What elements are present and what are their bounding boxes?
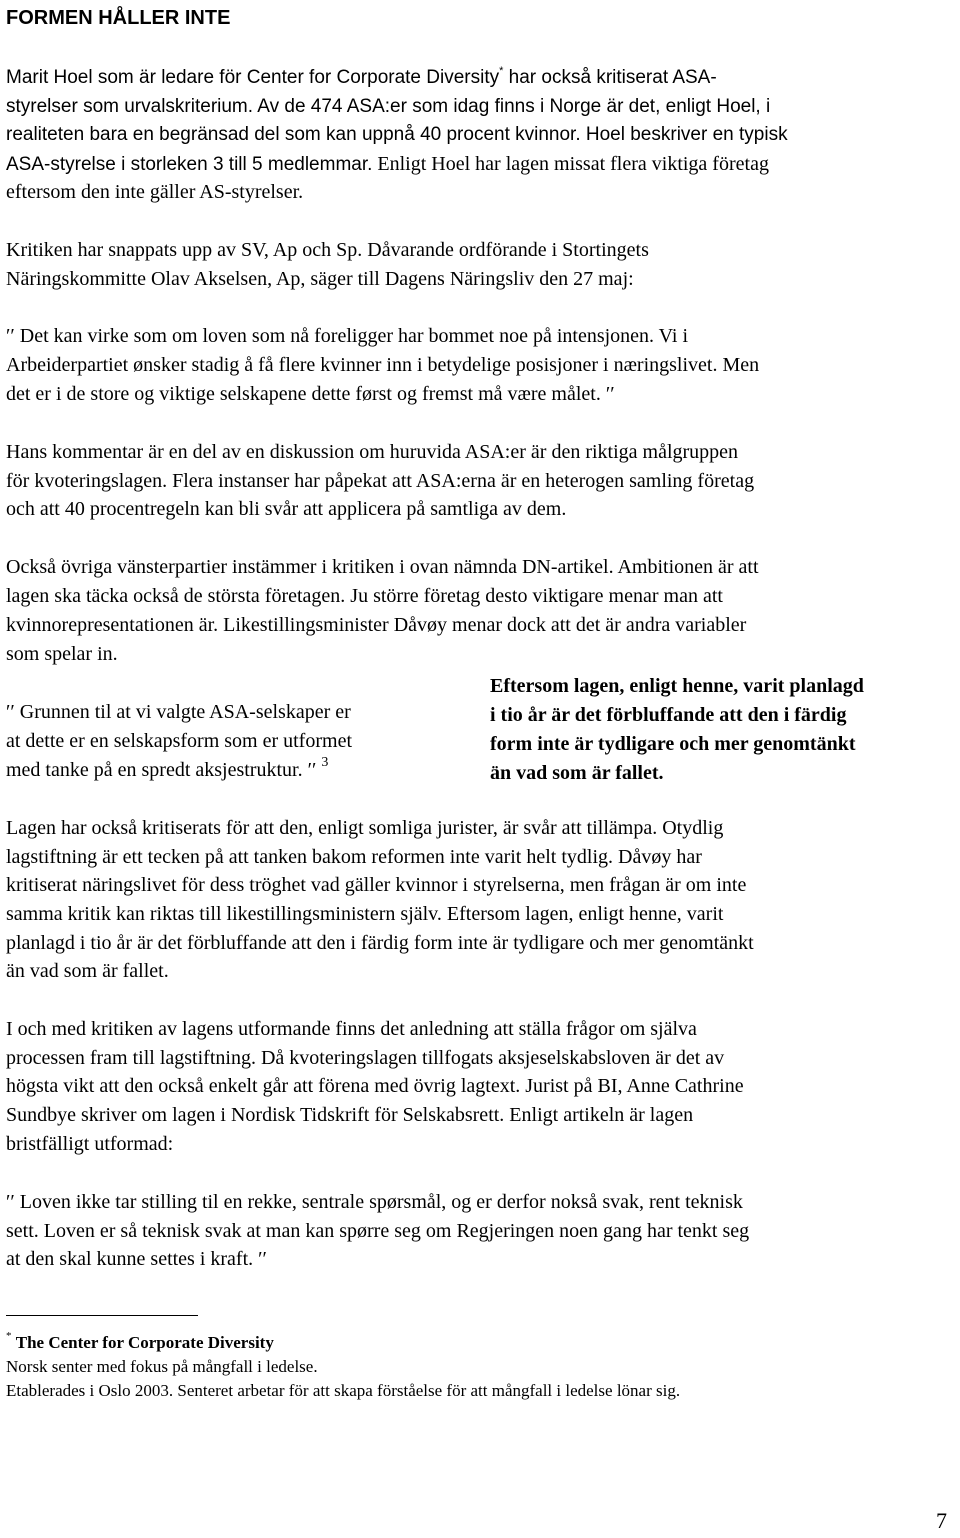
quote-3-line-2: sett. Loven er så teknisk svak at man kan spørre seg om Regjeringen noen gang har tenkt seg xyxy=(6,1220,750,1242)
paragraph-1-line-3: realiteten bara en begränsad del som kan uppnå 40 procent kvinnor. Hoel beskriver en typisk xyxy=(6,124,788,145)
text-run: det er i de store og viktige selskapene dette først og fremst må være målet. xyxy=(6,383,601,405)
quote-close-mark: ′′ xyxy=(253,1248,267,1270)
pull-quote-line-2: i tio år är det förbluffande att den i färdig xyxy=(490,704,847,726)
text-run: Vi i xyxy=(654,325,689,347)
text-run: Enligt Hoel har lagen missat flera viktiga företag xyxy=(372,153,769,175)
quote-2-line-3 xyxy=(6,756,328,784)
text-run: Arbeiderpartiet ønsker stadig å få flere kvinner inn i betydelige posisjoner i næringslivet. xyxy=(6,354,718,376)
paragraph-1-line-2: styrelser som urvalskriterium. Av de 474 ASA:er som idag finns i Norge är det, enligt Hoel, i xyxy=(6,96,771,117)
pull-quote-line-3: form inte är tydligare och mer genomtänkt xyxy=(490,733,856,755)
paragraph-4-line-1: Också övriga vänsterpartier instämmer i kritiken i ovan nämnda DN-artikel. Ambitionen är att xyxy=(6,556,759,578)
paragraph-6-line-2: processen fram till lagstiftning. Då kvoteringslagen tillfogats aksjeselskabsloven är det av xyxy=(6,1047,725,1069)
footnote-marker: * xyxy=(6,1330,12,1342)
paragraph-5-line-1: Lagen har också kritiserats för att den, enligt somliga jurister, är svår att tillämpa. Otydlig xyxy=(6,817,724,839)
paragraph-6-line-5: bristfälligt utformad: xyxy=(6,1133,174,1155)
text-run: med tanke på en spredt aksjestruktur. xyxy=(6,759,303,781)
paragraph-4-line-2: lagen ska täcka också de största företagen. Ju större företag desto viktigare menar man att xyxy=(6,585,723,607)
text-run: Grunnen til at vi valgte ASA-selskaper er xyxy=(19,701,351,723)
paragraph-3-line-1: Hans kommentar är en del av en diskussion om huruvida ASA:er är den riktiga målgruppen xyxy=(6,441,739,463)
text-run: Dåvarande ordförande i Stortingets xyxy=(362,239,649,261)
paragraph-2-line-1 xyxy=(6,236,649,264)
text-run: Men xyxy=(717,354,760,376)
pull-quote-line-1: Eftersom lagen, enligt henne, varit planlagd xyxy=(490,675,864,697)
footnote-line-2: Norsk senter med fokus på mångfall i ledelse. xyxy=(6,1357,318,1376)
paragraph-4-line-4: som spelar in. xyxy=(6,643,118,665)
quote-1-line-3 xyxy=(6,380,615,408)
paragraph-5-line-6: än vad som är fallet. xyxy=(6,960,169,982)
paragraph-5-line-3: kritiserat näringslivet för dess tröghet vad gäller kvinnor i styrelserna, men frågan är om inte xyxy=(6,874,747,896)
paragraph-6-line-1: I och med kritiken av lagens utformande finns det anledning att ställa frågor om själva xyxy=(6,1018,697,1040)
paragraph-6-line-3: högsta vikt att den också enkelt går att förena med övrig lagtext. Jurist på BI, Anne Cathrine xyxy=(6,1075,744,1097)
quote-3-line-1 xyxy=(6,1188,743,1216)
paragraph-1-line-4 xyxy=(6,150,769,179)
text-run: Kritiken har snappats upp av SV, Ap och Sp. xyxy=(6,239,363,261)
quote-1-line-1 xyxy=(6,322,688,350)
paragraph-3-line-2: för kvoteringslagen. Flera instanser har påpekat att ASA:erna är en heterogen samling företag xyxy=(6,470,755,492)
quote-2-line-2: at dette er en selskapsform som er utformet xyxy=(6,730,352,752)
quote-1-line-2 xyxy=(6,351,759,379)
paragraph-1-line-5: eftersom den inte gäller AS-styrelser. xyxy=(6,181,304,203)
paragraph-2-line-2: Näringskommitte Olav Akselsen, Ap, säger till Dagens Näringsliv den 27 maj: xyxy=(6,268,634,290)
section-heading: FORMEN HÅLLER INTE xyxy=(6,7,231,29)
quote-2-line-1 xyxy=(6,698,351,726)
paragraph-5-line-4: samma kritik kan riktas till likestillingsministern själv. Eftersom lagen, enligt henne, varit xyxy=(6,903,724,925)
text-run: har också kritiserat ASA- xyxy=(503,67,717,88)
quote-open-mark: ′′ xyxy=(6,1191,20,1213)
paragraph-4-line-3: kvinnorepresentationen är. Likestillingsminister Dåvøy menar dock att det är andra variabler xyxy=(6,614,747,636)
quote-close-mark: ′′ xyxy=(600,383,615,405)
paragraph-5-line-2: lagstiftning är ett tecken på att tanken bakom reformen inte varit helt tydlig. Dåvøy har xyxy=(6,846,702,868)
text-run: Marit Hoel som är ledare för Center for Corporate Diversity xyxy=(6,67,500,88)
footnote-reference: 3 xyxy=(321,755,329,770)
footnote-separator xyxy=(6,1315,198,1316)
footnote-title-line xyxy=(6,1332,274,1354)
quote-open-mark: ′′ xyxy=(6,701,20,723)
page-number: 7 xyxy=(936,1508,947,1533)
quote-3-line-3 xyxy=(6,1245,267,1273)
paragraph-5-line-5: planlagd i tio år är det förbluffande att den i färdig form inte är tydligare och mer genomtänkt xyxy=(6,932,754,954)
paragraph-3-line-3: och att 40 procentregeln kan bli svår att applicera på samtliga av dem. xyxy=(6,498,567,520)
footnote-title: The Center for Corporate Diversity xyxy=(15,1333,274,1352)
quote-open-mark: ′′ xyxy=(6,325,20,347)
paragraph-1-line-1 xyxy=(6,64,717,92)
text-run: Loven ikke tar stilling til en rekke, sentrale spørsmål, og er derfor nokså svak, rent teknisk xyxy=(19,1191,743,1213)
text-run: at den skal kunne settes i kraft. xyxy=(6,1248,254,1270)
footnote-line-3: Etablerades i Oslo 2003. Senteret arbetar för att skapa förståelse för att mångfall i ledelse lönar sig. xyxy=(6,1381,681,1400)
text-run: Det kan virke som om loven som nå foreligger har bommet noe på intensjonen. xyxy=(19,325,655,347)
text-run: ASA-styrelse i storleken 3 till 5 medlemmar. xyxy=(6,154,373,175)
footnote-marker: * xyxy=(499,65,504,77)
pull-quote-line-4: än vad som är fallet. xyxy=(490,762,664,784)
quote-close-mark: ′′ xyxy=(302,759,322,781)
paragraph-6-line-4: Sundbye skriver om lagen i Nordisk Tidskrift för Selskabsrett. Enligt artikeln är lagen xyxy=(6,1104,694,1126)
